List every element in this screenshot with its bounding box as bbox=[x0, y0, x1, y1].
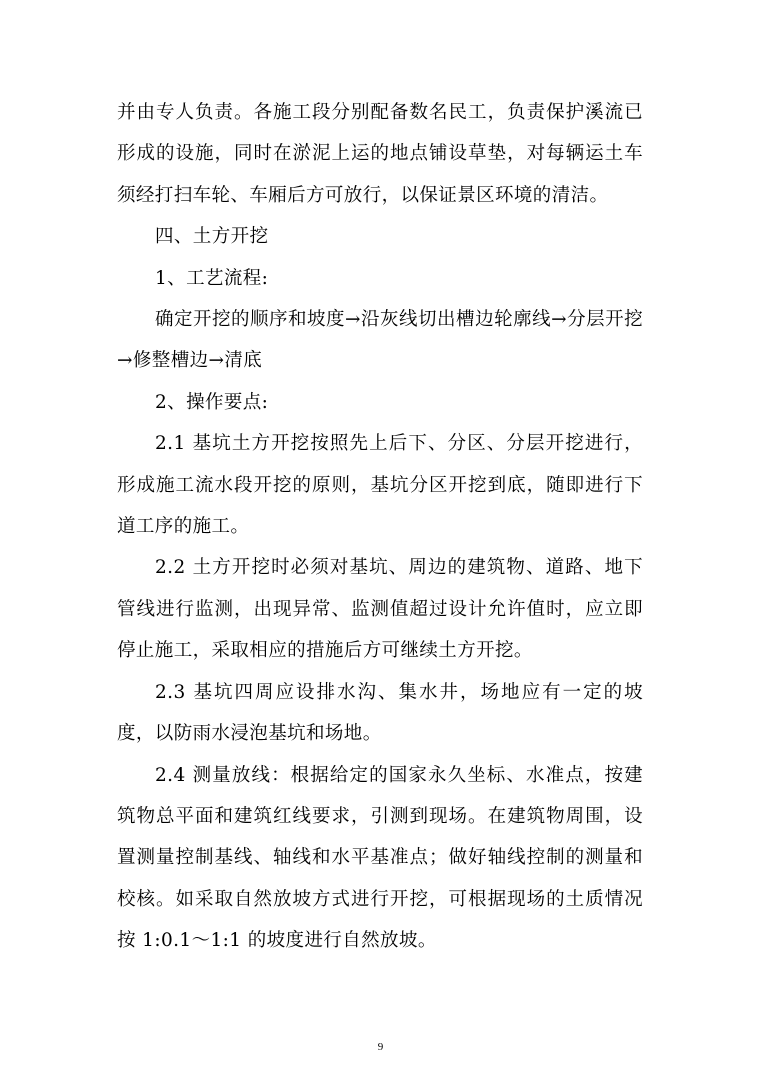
section-heading-earthwork: 四、土方开挖 bbox=[155, 226, 269, 248]
paragraph-point-2-4: 2.4 测量放线：根据给定的国家永久坐标、水准点，按建筑物总平面和建筑红线要求，引测到现场。在建筑物周围，设置测量控制基线、轴线和水平基准点；做好轴线控制的测量和校核。如采取自然放坡方式进行开挖，可根据现场的土质情况按 1:0.1～1:1 的坡度进行自然放坡。 bbox=[117, 764, 643, 952]
subheading-key-points: 2、操作要点: bbox=[155, 391, 269, 413]
paragraph-point-2-3: 2.3 基坑四周应设排水沟、集水井，场地应有一定的坡度，以防雨水浸泡基坑和场地。 bbox=[117, 681, 643, 745]
subheading-process-flow: 1、工艺流程: bbox=[155, 267, 269, 289]
paragraph-process-steps: 确定开挖的顺序和坡度→沿灰线切出槽边轮廓线→分层开挖→修整槽边→清底 bbox=[117, 309, 643, 372]
document-body bbox=[117, 92, 643, 962]
page-number: 9 bbox=[377, 1041, 384, 1053]
paragraph-point-2-2: 2.2 土方开挖时必须对基坑、周边的建筑物、道路、地下管线进行监测，出现异常、监测值超过设计允许值时，应立即停止施工，采取相应的措施后方可继续土方开挖。 bbox=[117, 557, 643, 662]
paragraph-continuation: 并由专人负责。各施工段分别配备数名民工，负责保护溪流已形成的设施，同时在淤泥上运的地点铺设草垫，对每辆运土车须经打扫车轮、车厢后方可放行，以保证景区环境的清洁。 bbox=[117, 102, 643, 206]
paragraph-point-2-1: 2.1 基坑土方开挖按照先上后下、分区、分层开挖进行，形成施工流水段开挖的原则，基坑分区开挖到底，随即进行下道工序的施工。 bbox=[117, 433, 643, 538]
